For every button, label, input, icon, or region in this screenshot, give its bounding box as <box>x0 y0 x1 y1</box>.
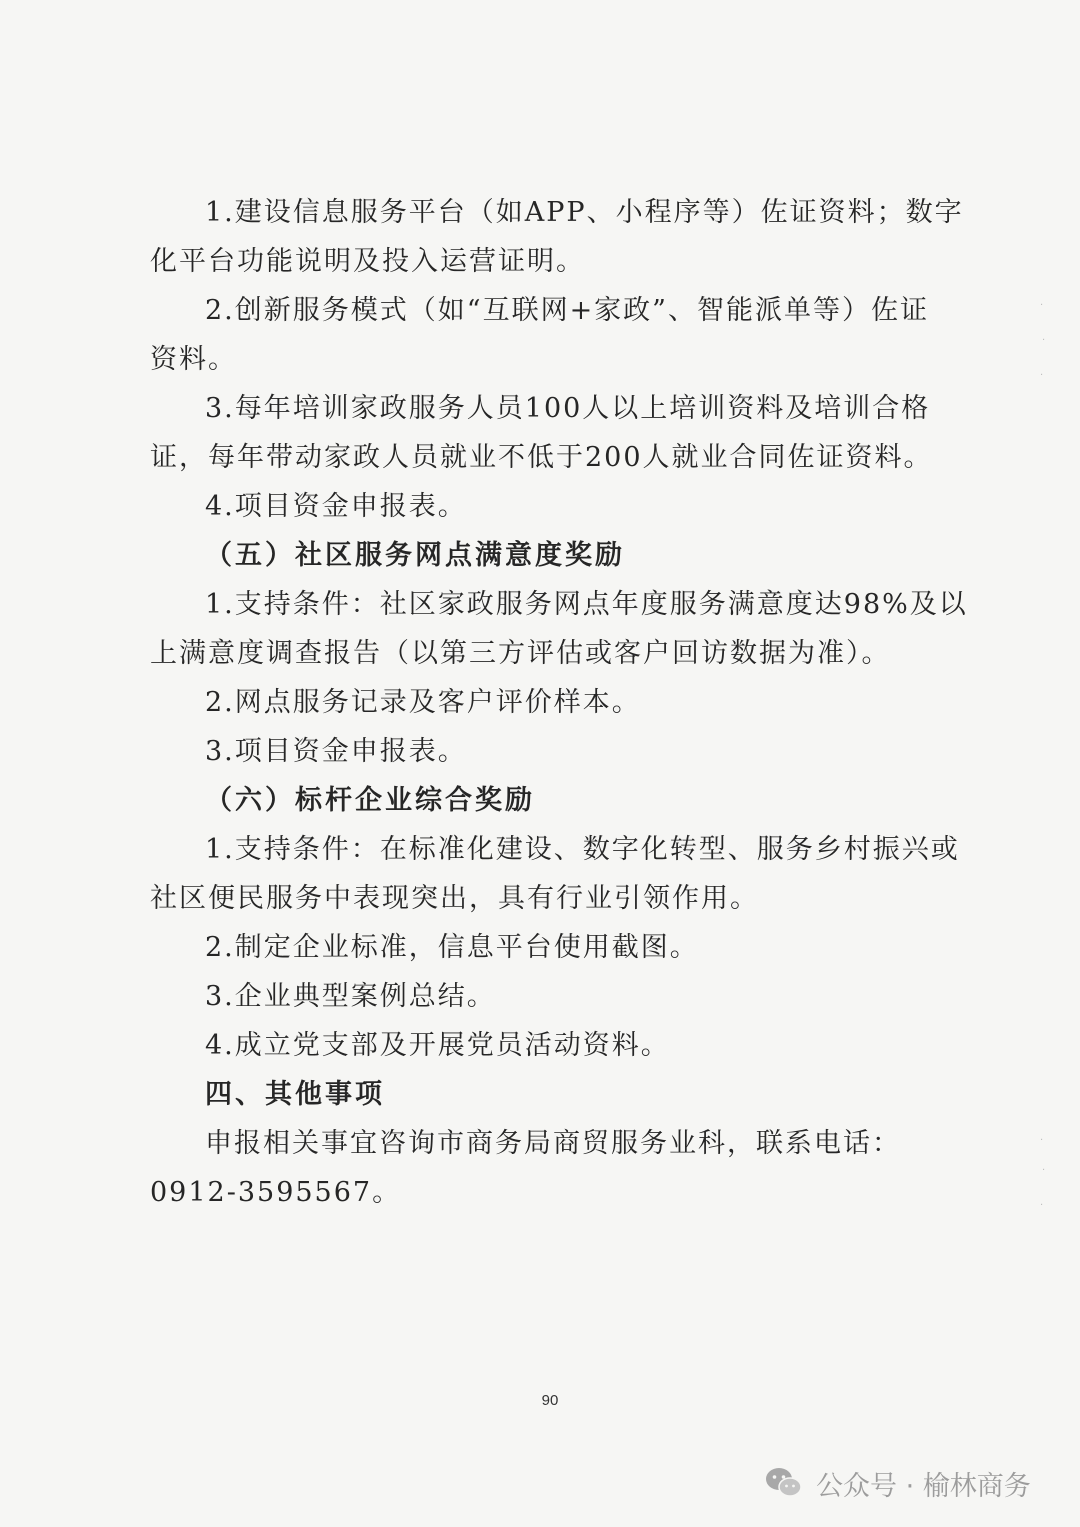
section-six-heading: （六）标杆企业综合奖励 <box>205 785 535 816</box>
watermark <box>764 1461 1031 1505</box>
wechat-icon <box>764 1466 804 1500</box>
section-six-item-1-line-1: 1.支持条件：在标准化建设、数字化转型、服务乡村振兴或 <box>205 834 960 865</box>
page-number: 90 <box>541 1392 559 1409</box>
scan-artifact: · <box>1040 1135 1044 1146</box>
section-five-heading: （五）社区服务网点满意度奖励 <box>205 540 625 571</box>
section-five-item-1-line-2: 上满意度调查报告（以第三方评估或客户回访数据为准）。 <box>150 638 891 669</box>
scan-artifact: · <box>1042 335 1046 346</box>
item-3-line-2: 证，每年带动家政人员就业不低于200人就业合同佐证资料。 <box>150 442 933 473</box>
scan-artifact: · <box>1040 300 1044 311</box>
item-2-line-2: 资料。 <box>150 344 237 375</box>
item-1-line-2: 化平台功能说明及投入运营证明。 <box>150 246 585 277</box>
section-six-item-2: 2.制定企业标准，信息平台使用截图。 <box>205 932 699 963</box>
item-1-line-1: 1.建设信息服务平台（如APP、小程序等）佐证资料；数字 <box>205 197 964 228</box>
contact-phone: 0912-3595567。 <box>150 1177 402 1208</box>
section-six-item-4: 4.成立党支部及开展党员活动资料。 <box>205 1030 670 1061</box>
section-six-item-1-line-2: 社区便民服务中表现突出，具有行业引领作用。 <box>150 883 759 914</box>
scan-artifact: · <box>1040 1200 1044 1211</box>
section-five-item-1-line-1: 1.支持条件：社区家政服务网点年度服务满意度达98%及以 <box>205 589 968 620</box>
scan-artifact: · <box>1040 370 1044 381</box>
section-five-item-3: 3.项目资金申报表。 <box>205 736 467 767</box>
section-six-item-3: 3.企业典型案例总结。 <box>205 981 496 1012</box>
item-4-line: 4.项目资金申报表。 <box>205 491 467 522</box>
watermark-text: 公众号 · 榆林商务 <box>816 1470 1031 1502</box>
item-3-line-1: 3.每年培训家政服务人员100人以上培训资料及培训合格 <box>205 393 931 424</box>
section-five-item-2: 2.网点服务记录及客户评价样本。 <box>205 687 641 718</box>
scan-artifact: · <box>1042 1165 1046 1176</box>
item-2-line-1: 2.创新服务模式（如“互联网+家政”、智能派单等）佐证 <box>205 295 929 326</box>
contact-line-1: 申报相关事宜咨询市商务局商贸服务业科，联系电话： <box>205 1128 901 1159</box>
section-four-heading: 四、其他事项 <box>205 1079 385 1110</box>
